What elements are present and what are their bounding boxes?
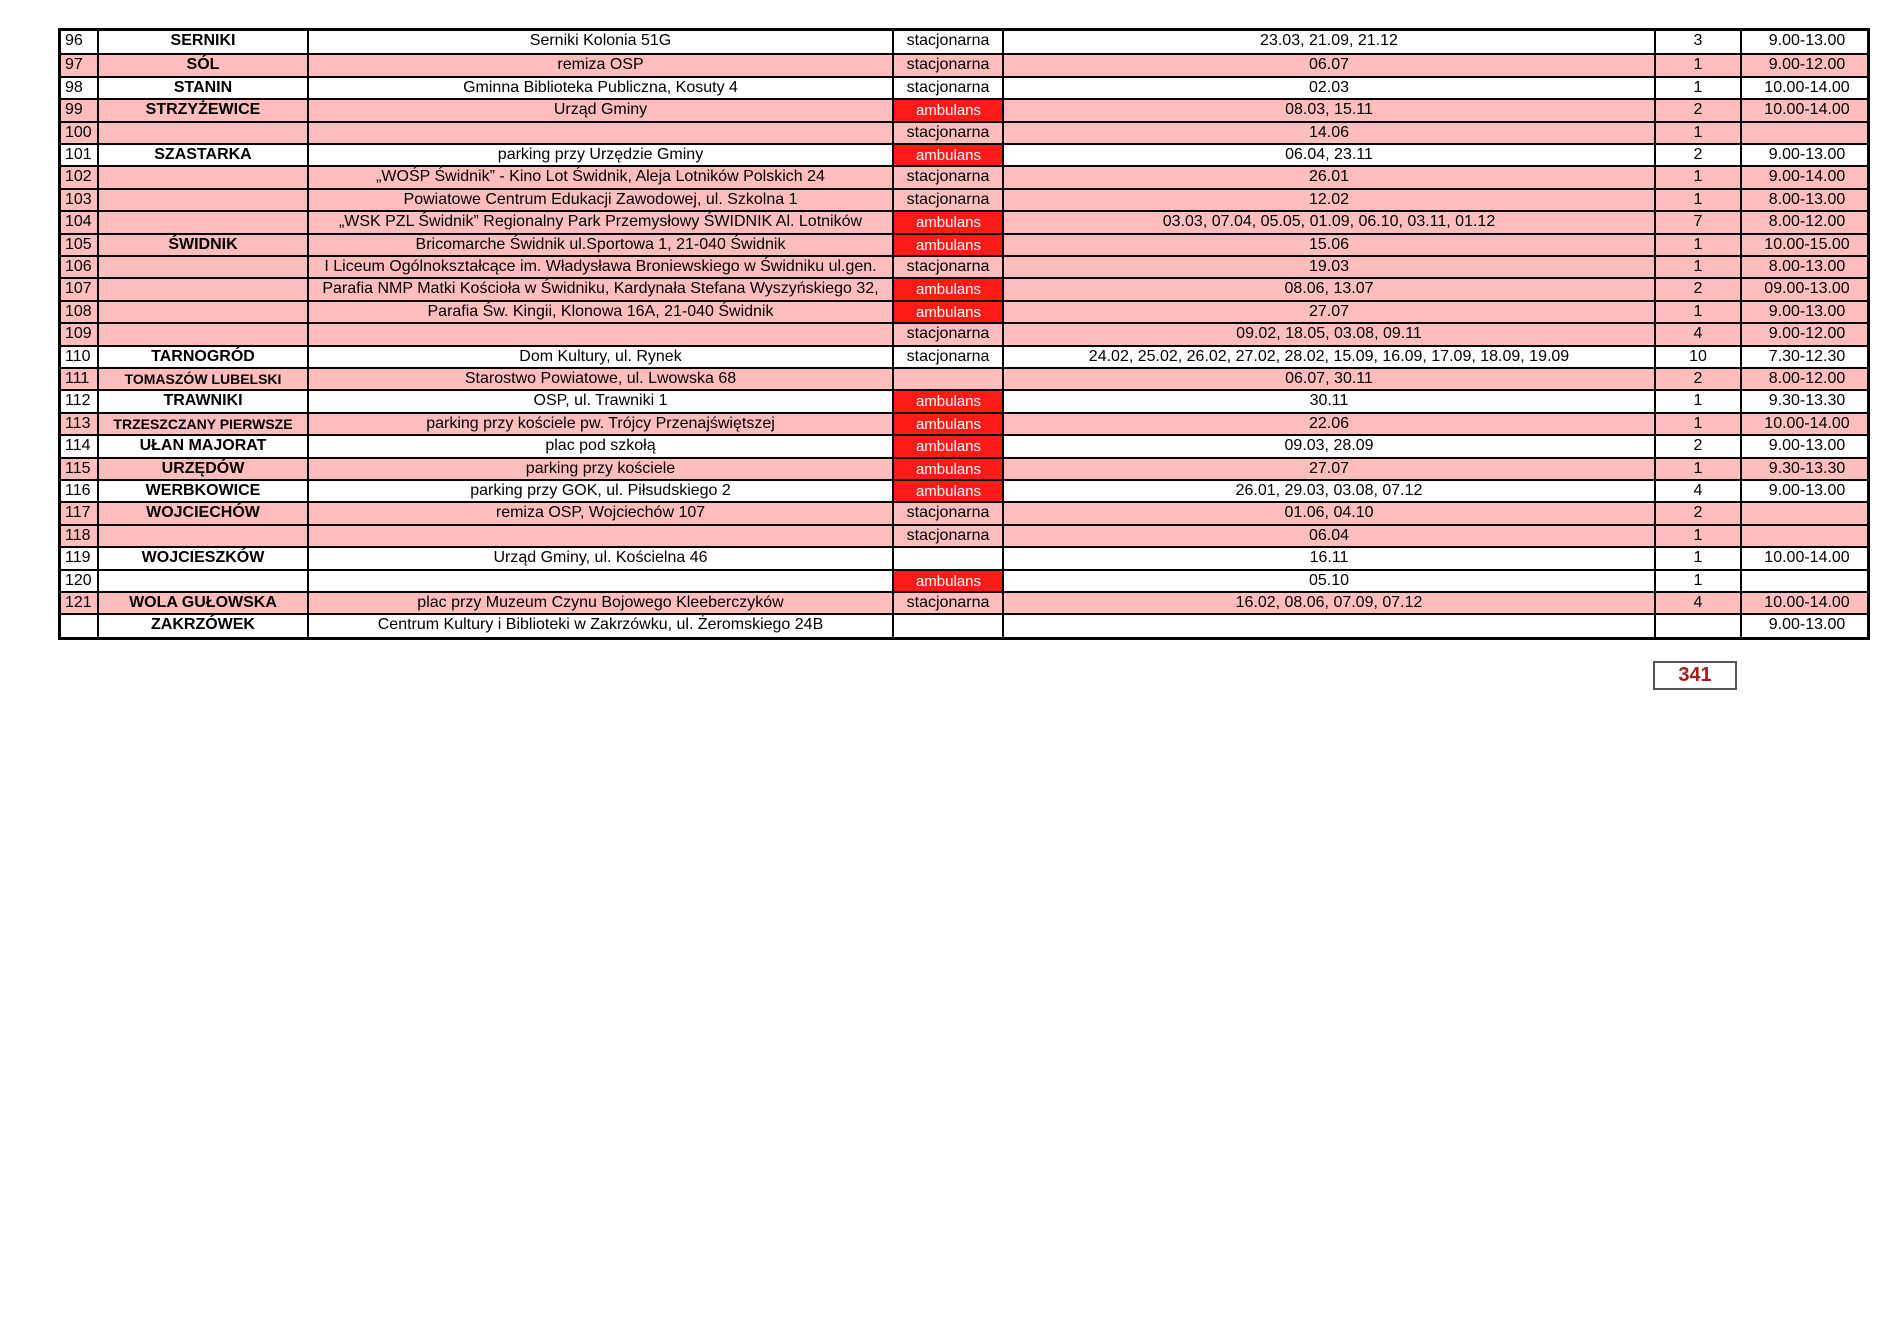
count-cell: 1 <box>1693 302 1703 320</box>
count-cell: 1 <box>1693 526 1703 544</box>
nr-cell: 102 <box>65 168 92 186</box>
table-row <box>61 210 1867 232</box>
dates-cell: 14.06 <box>1308 123 1350 141</box>
hours-cell: 9.30-13.30 <box>1768 392 1846 410</box>
dates-cell: 02.03 <box>1308 78 1350 96</box>
name-cell: WOLA GUŁOWSKA <box>129 594 277 611</box>
table-row <box>61 591 1867 613</box>
count-cell: 2 <box>1693 437 1703 455</box>
count-cell: 2 <box>1693 504 1703 522</box>
column-divider <box>1740 31 1742 637</box>
place-cell: Urząd Gminy, ul. Kościelna 46 <box>493 549 708 567</box>
count-cell: 1 <box>1693 414 1703 432</box>
name-cell: STRZYŻEWICE <box>145 101 261 119</box>
nr-cell: 103 <box>65 190 92 208</box>
nr-cell: 97 <box>65 56 83 74</box>
type-cell: ambulans <box>894 212 1003 232</box>
nr-cell: 99 <box>65 101 83 119</box>
nr-cell: 101 <box>65 146 92 163</box>
dates-cell: 08.06, 13.07 <box>1284 280 1374 298</box>
place-cell: Centrum Kultury i Biblioteki w Zakrzówku, ul. Żeromskiego 24B <box>377 616 824 634</box>
nr-cell: 100 <box>65 123 92 141</box>
count-cell: 4 <box>1693 594 1703 611</box>
table-row <box>61 457 1867 479</box>
place-cell: Parafia Św. Kingii, Klonowa 16A, 21-040 Świdnik <box>427 302 774 320</box>
type-cell: ambulans <box>894 459 1003 479</box>
column-divider <box>1002 31 1004 637</box>
table-row <box>61 76 1867 98</box>
column-divider <box>1654 31 1656 637</box>
table-row <box>61 434 1867 456</box>
table-row <box>61 143 1867 165</box>
dates-cell: 22.06 <box>1308 414 1350 432</box>
place-cell: Serniki Kolonia 51G <box>529 32 672 49</box>
type-cell: ambulans <box>894 391 1003 411</box>
nr-cell: 120 <box>65 571 92 589</box>
hours-cell: 10.00-15.00 <box>1764 235 1850 253</box>
count-cell: 3 <box>1693 32 1703 49</box>
count-cell: 1 <box>1693 549 1703 567</box>
type-cell: ambulans <box>894 481 1003 501</box>
type-cell: stacjonarna <box>906 325 990 343</box>
nr-cell: 121 <box>65 594 92 611</box>
hours-cell: 8.00-13.00 <box>1768 258 1846 275</box>
name-cell: TRAWNIKI <box>163 392 243 410</box>
name-cell: ZAKRZÓWEK <box>151 616 255 634</box>
name-cell: URZĘDÓW <box>161 459 245 477</box>
dates-cell: 27.07 <box>1308 302 1350 320</box>
place-cell: parking przy kościele pw. Trójcy Przenajświętszej <box>426 414 775 432</box>
nr-cell: 111 <box>65 370 90 387</box>
table-row <box>61 412 1867 434</box>
table-row <box>61 501 1867 523</box>
table-row <box>61 188 1867 210</box>
type-cell: ambulans <box>894 436 1003 456</box>
table-row <box>61 277 1867 299</box>
name-cell: SERNIKI <box>170 32 236 49</box>
place-cell: „WSK PZL Świdnik” Regionalny Park Przemysłowy ŚWIDNIK Al. Lotników <box>338 213 863 231</box>
hours-cell: 10.00-14.00 <box>1764 78 1850 96</box>
hours-cell: 10.00-14.00 <box>1764 414 1850 432</box>
nr-cell: 112 <box>65 392 91 410</box>
place-cell: parking przy kościele <box>525 459 676 477</box>
total-count-box: 341 <box>1653 661 1737 690</box>
count-cell: 2 <box>1693 280 1703 298</box>
nr-cell: 114 <box>65 437 91 455</box>
name-cell: ŚWIDNIK <box>168 235 238 253</box>
hours-cell: 09.00-13.00 <box>1764 280 1850 298</box>
type-cell: stacjonarna <box>906 56 990 74</box>
hours-cell: 9.00-14.00 <box>1768 168 1846 186</box>
nr-cell: 119 <box>65 549 91 567</box>
table-row <box>61 31 1867 53</box>
column-divider <box>307 31 309 637</box>
hours-cell: 10.00-14.00 <box>1764 101 1850 119</box>
count-cell: 2 <box>1693 101 1703 119</box>
dates-cell: 03.03, 07.04, 05.05, 01.09, 06.10, 03.11, 01.12 <box>1162 213 1496 231</box>
name-cell: SZASTARKA <box>154 146 252 163</box>
column-divider <box>892 31 894 637</box>
dates-cell: 09.02, 18.05, 03.08, 09.11 <box>1236 325 1422 343</box>
count-cell: 4 <box>1693 482 1703 499</box>
dates-cell: 23.03, 21.09, 21.12 <box>1260 32 1398 49</box>
name-cell: WOJCIESZKÓW <box>141 549 265 567</box>
place-cell: I Liceum Ogólnokształcące im. Władysława Broniewskiego w Świdniku ul.gen. <box>324 258 877 275</box>
name-cell: SÓL <box>186 56 220 74</box>
count-cell: 1 <box>1693 459 1703 477</box>
nr-cell: 110 <box>65 347 91 365</box>
nr-cell: 98 <box>65 78 83 96</box>
dates-cell: 30.11 <box>1309 392 1349 410</box>
table-row <box>61 233 1867 255</box>
name-cell: TRZESZCZANY PIERWSZE <box>113 415 293 432</box>
count-cell: 1 <box>1693 123 1703 141</box>
count-cell: 2 <box>1693 370 1703 387</box>
nr-cell: 109 <box>65 325 92 343</box>
type-cell: stacjonarna <box>906 594 990 611</box>
hours-cell: 9.00-13.00 <box>1768 146 1846 163</box>
table-row <box>61 345 1867 367</box>
hours-cell: 8.00-13.00 <box>1768 190 1846 208</box>
table-row <box>61 546 1867 568</box>
hours-cell: 7.30-12.30 <box>1768 347 1846 365</box>
nr-cell: 115 <box>65 459 91 477</box>
name-cell: WOJCIECHÓW <box>146 504 260 522</box>
dates-cell: 24.02, 25.02, 26.02, 27.02, 28.02, 15.09, 16.09, 17.09, 18.09, 19.09 <box>1088 347 1570 365</box>
type-cell: ambulans <box>894 145 1003 165</box>
schedule-table <box>58 28 1870 640</box>
nr-cell: 108 <box>65 302 92 320</box>
hours-cell: 9.00-13.00 <box>1768 437 1846 455</box>
table-row <box>61 53 1867 75</box>
type-cell: stacjonarna <box>906 258 990 275</box>
count-cell: 1 <box>1693 56 1703 74</box>
place-cell: Powiatowe Centrum Edukacji Zawodowej, ul. Szkolna 1 <box>403 190 798 208</box>
name-cell: WERBKOWICE <box>145 482 261 499</box>
nr-cell: 107 <box>65 280 92 298</box>
place-cell: OSP, ul. Trawniki 1 <box>533 392 668 410</box>
table-row <box>61 389 1867 411</box>
hours-cell: 9.00-12.00 <box>1768 325 1846 343</box>
count-cell: 1 <box>1693 392 1703 410</box>
place-cell: plac przy Muzeum Czynu Bojowego Kleeberczyków <box>417 594 784 611</box>
table-row <box>61 613 1867 635</box>
place-cell: Bricomarche Świdnik ul.Sportowa 1, 21-040 Świdnik <box>415 235 786 253</box>
place-cell: parking przy Urzędzie Gminy <box>497 146 704 163</box>
nr-cell: 96 <box>65 32 83 49</box>
hours-cell: 10.00-14.00 <box>1764 594 1850 611</box>
nr-cell: 113 <box>65 414 91 432</box>
hours-cell: 9.00-13.00 <box>1768 32 1846 49</box>
type-cell: stacjonarna <box>906 123 990 141</box>
type-cell: ambulans <box>894 414 1003 434</box>
table-row <box>61 300 1867 322</box>
count-cell: 10 <box>1689 347 1707 365</box>
count-cell: 1 <box>1693 258 1703 275</box>
hours-cell: 9.00-13.00 <box>1768 482 1846 499</box>
dates-cell: 05.10 <box>1308 571 1350 589</box>
table-row <box>61 524 1867 546</box>
place-cell: Urząd Gminy <box>553 101 648 119</box>
table-row <box>61 255 1867 277</box>
dates-cell: 15.06 <box>1308 235 1350 253</box>
type-cell: stacjonarna <box>906 32 990 49</box>
hours-cell: 9.30-13.30 <box>1768 459 1846 477</box>
count-cell: 1 <box>1693 190 1703 208</box>
place-cell: remiza OSP <box>557 56 644 74</box>
table-row <box>61 121 1867 143</box>
place-cell: remiza OSP, Wojciechów 107 <box>495 504 706 522</box>
place-cell: „WOŚP Świdnik” - Kino Lot Świdnik, Aleja Lotników Polskich 24 <box>376 168 825 186</box>
dates-cell: 06.04, 23.11 <box>1285 146 1373 163</box>
dates-cell: 27.07 <box>1308 459 1350 477</box>
count-cell: 4 <box>1693 325 1703 343</box>
hours-cell: 10.00-14.00 <box>1764 549 1850 567</box>
place-cell: Starostwo Powiatowe, ul. Lwowska 68 <box>464 370 737 387</box>
table-row <box>61 98 1867 120</box>
table-row <box>61 569 1867 591</box>
dates-cell: 06.07 <box>1308 56 1350 74</box>
dates-cell: 08.03, 15.11 <box>1285 101 1373 119</box>
dates-cell: 19.03 <box>1308 258 1350 275</box>
dates-cell: 16.02, 08.06, 07.09, 07.12 <box>1235 594 1423 611</box>
name-cell: TARNOGRÓD <box>151 347 255 365</box>
dates-cell: 16.11 <box>1309 549 1349 567</box>
type-cell: ambulans <box>894 571 1003 591</box>
table-row <box>61 479 1867 501</box>
type-cell: ambulans <box>894 100 1003 120</box>
count-cell: 1 <box>1693 235 1703 253</box>
type-cell: ambulans <box>894 279 1003 299</box>
column-divider <box>97 31 99 637</box>
table-row <box>61 367 1867 389</box>
dates-cell: 26.01, 29.03, 03.08, 07.12 <box>1235 482 1423 499</box>
count-cell: 1 <box>1693 78 1703 96</box>
dates-cell: 06.04 <box>1308 526 1350 544</box>
nr-cell: 105 <box>65 235 92 253</box>
table-row <box>61 322 1867 344</box>
hours-cell: 9.00-12.00 <box>1768 56 1846 74</box>
hours-cell: 8.00-12.00 <box>1768 370 1846 387</box>
type-cell: stacjonarna <box>906 526 990 544</box>
count-cell: 7 <box>1693 213 1703 231</box>
type-cell: ambulans <box>894 235 1003 255</box>
count-cell: 1 <box>1693 168 1703 186</box>
type-cell: stacjonarna <box>906 78 990 96</box>
type-cell: stacjonarna <box>906 190 990 208</box>
nr-cell: 117 <box>65 504 91 522</box>
hours-cell: 8.00-12.00 <box>1768 213 1846 231</box>
count-cell: 1 <box>1693 571 1703 589</box>
dates-cell: 26.01 <box>1308 168 1350 186</box>
dates-cell: 09.03, 28.09 <box>1284 437 1374 455</box>
nr-cell: 118 <box>65 526 91 544</box>
name-cell: TOMASZÓW LUBELSKI <box>124 371 282 387</box>
count-cell: 2 <box>1693 146 1703 163</box>
type-cell: stacjonarna <box>906 504 990 522</box>
place-cell: plac pod szkołą <box>545 437 656 455</box>
place-cell: Gminna Biblioteka Publiczna, Kosuty 4 <box>463 78 738 96</box>
hours-cell: 9.00-13.00 <box>1768 302 1846 320</box>
dates-cell: 01.06, 04.10 <box>1284 504 1374 522</box>
place-cell: Dom Kultury, ul. Rynek <box>519 347 682 365</box>
type-cell: stacjonarna <box>906 347 990 365</box>
place-cell: Parafia NMP Matki Kościoła w Świdniku, Kardynała Stefana Wyszyńskiego 32, <box>322 280 879 298</box>
table-row <box>61 165 1867 187</box>
nr-cell: 116 <box>65 482 91 499</box>
dates-cell: 06.07, 30.11 <box>1285 370 1373 387</box>
place-cell: parking przy GOK, ul. Piłsudskiego 2 <box>470 482 731 499</box>
type-cell: stacjonarna <box>906 168 990 186</box>
name-cell: STANIN <box>173 78 233 96</box>
dates-cell: 12.02 <box>1308 190 1350 208</box>
nr-cell: 104 <box>65 213 92 231</box>
type-cell: ambulans <box>894 302 1003 322</box>
hours-cell: 9.00-13.00 <box>1768 616 1846 634</box>
nr-cell: 106 <box>65 258 92 275</box>
name-cell: UŁAN MAJORAT <box>139 437 267 455</box>
